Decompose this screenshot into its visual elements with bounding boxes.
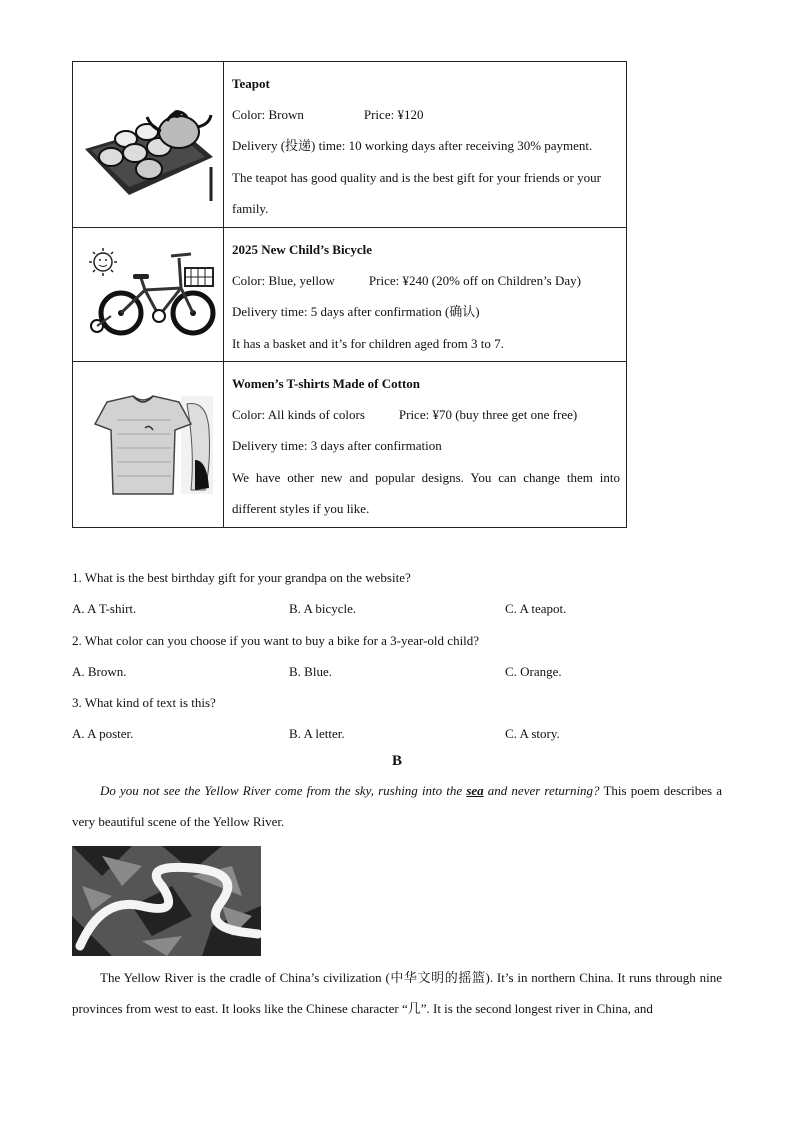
product-row-teapot	[73, 62, 627, 228]
q2-option-c[interactable]: C. Orange.	[505, 664, 562, 679]
tshirt-info	[224, 362, 627, 528]
poem-keyword: sea	[466, 783, 484, 798]
bicycle-info	[224, 228, 627, 362]
product-delivery: Delivery time: 5 days after confirmation (确认)	[232, 304, 480, 320]
product-description: We have other new and popular designs. You can change them into different styles if you like.	[232, 469, 620, 516]
section-label: B	[391, 753, 402, 769]
q1-option-a[interactable]: A. A T-shirt.	[72, 601, 137, 616]
product-delivery: Delivery time: 3 days after confirmation	[232, 438, 442, 454]
teapot-info	[224, 62, 627, 228]
product-row-bicycle	[73, 228, 627, 362]
q2-option-b[interactable]: B. Blue.	[289, 664, 332, 679]
tshirt-image	[83, 390, 213, 500]
product-row-tshirt	[73, 362, 627, 528]
passage-paragraph-2	[72, 962, 722, 1024]
poem-description: This poem describes a very beautiful scene of the Yellow River.	[72, 783, 722, 829]
question-3: 3. What kind of text is this?	[72, 695, 216, 710]
teapot-image	[81, 87, 215, 202]
tshirt-image-cell	[73, 362, 224, 528]
product-price: Price: ¥240 (20% off on Children’s Day)	[368, 273, 581, 289]
product-delivery: Delivery (投递) time: 10 working days after receiving 30% payment.	[232, 138, 593, 154]
bicycle-image	[81, 246, 217, 341]
product-description: It has a basket and it’s for children aged from 3 to 7.	[232, 335, 504, 351]
product-description: The teapot has good quality and is the best gift for your friends or your family.	[232, 169, 601, 216]
product-color: Color: Blue, yellow	[232, 273, 335, 289]
product-name: Teapot	[232, 76, 270, 91]
q1-option-b[interactable]: B. A bicycle.	[289, 601, 357, 616]
product-table	[72, 61, 627, 528]
poem-quote-end: and never returning?	[483, 783, 600, 798]
q3-option-b[interactable]: B. A letter.	[289, 726, 345, 741]
question-2: 2. What color can you choose if you want to buy a bike for a 3-year-old child?	[72, 633, 480, 648]
yellow-river-image	[72, 846, 261, 956]
q3-option-c[interactable]: C. A story.	[505, 726, 560, 741]
q1-option-c[interactable]: C. A teapot.	[505, 601, 567, 616]
question-1: 1. What is the best birthday gift for your grandpa on the website?	[72, 570, 411, 585]
product-price: Price: ¥120	[363, 107, 424, 123]
product-color: Color: All kinds of colors	[232, 407, 365, 423]
product-price: Price: ¥70 (buy three get one free)	[398, 407, 578, 423]
passage-text: The Yellow River is the cradle of China’s civilization (中华文明的摇篮). It’s in northern China. It runs through nine provinces from west to east. It looks like the Chinese character “几”. It is the second longest river in China, and	[72, 970, 722, 1016]
q3-option-a[interactable]: A. A poster.	[72, 726, 134, 741]
teapot-image-cell	[73, 62, 224, 228]
product-name: 2025 New Child’s Bicycle	[232, 242, 372, 257]
bicycle-image-cell	[73, 228, 224, 362]
product-name: Women’s T-shirts Made of Cotton	[232, 376, 421, 391]
passage-intro	[72, 775, 722, 837]
product-color: Color: Brown	[232, 107, 304, 123]
q2-option-a[interactable]: A. Brown.	[72, 664, 127, 679]
poem-quote-start: Do you not see the Yellow River come from the sky, rushing into the	[100, 783, 467, 798]
